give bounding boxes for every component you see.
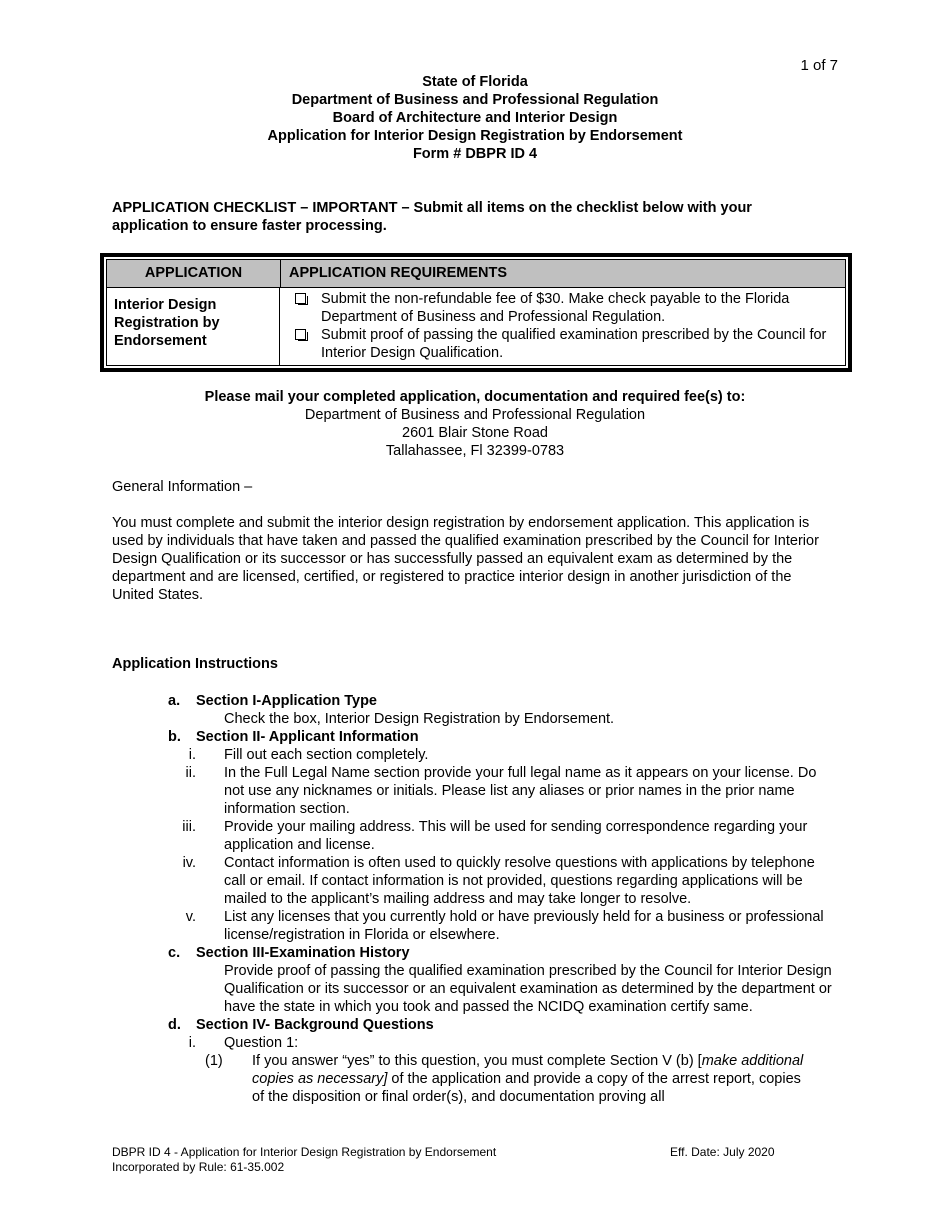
list-item — [0, 764, 950, 818]
sub-item — [0, 1052, 950, 1106]
mailing-address-block — [0, 388, 950, 460]
item-marker: iii. — [182, 819, 196, 835]
sub-item-text-italic: make additional copies as necessary] — [252, 1053, 804, 1087]
list-item — [0, 746, 950, 764]
footer-rule: Incorporated by Rule: 61-35.002 — [112, 1160, 285, 1174]
mail-line-department: Department of Business and Professional Regulation — [304, 407, 646, 423]
table-header-application: APPLICATION — [107, 260, 281, 288]
checklist-table — [100, 253, 852, 372]
general-info-heading: General Information – — [112, 479, 253, 495]
mail-line-city: Tallahassee, Fl 32399-0783 — [385, 443, 565, 459]
instructions-heading: Application Instructions — [112, 656, 278, 672]
footer-eff-date: Eff. Date: July 2020 — [670, 1145, 775, 1159]
header-form-number: Form # DBPR ID 4 — [412, 146, 538, 162]
checklist-intro: APPLICATION CHECKLIST – IMPORTANT – Submit all items on the checklist below with your application to ensure faster processing. — [112, 200, 752, 234]
requirement-fee-text: Submit the non-refundable fee of $30. Make check payable to the Florida Department of Business and Professional Regulation. — [321, 291, 790, 325]
requirement-item — [295, 290, 845, 326]
header-department: Department of Business and Professional Regulation — [291, 92, 659, 108]
list-item — [0, 818, 950, 854]
section-c-marker: c. — [168, 945, 181, 961]
question-label: Question 1: — [224, 1035, 299, 1051]
sub-item-text-end: of the application and provide a copy of the arrest report, copies of the disposition or final order(s), and documentation proving all — [252, 1071, 801, 1105]
list-item — [0, 908, 950, 944]
section-b-title: Section II- Applicant Information — [196, 729, 419, 745]
requirement-exam-text: Submit proof of passing the qualified examination prescribed by the Council for Interior Design Qualification. — [321, 327, 827, 361]
general-info-body: You must complete and submit the interior design registration by endorsement application. This application is used by individuals that have taken and passed the qualified examination prescribed by the Council for Interior Design Qualification or its successor or has successfully passed an equivalent exam as determined by the department and are licensed, certified, or registered to practice interior design in another jurisdiction of the United States. — [112, 515, 819, 603]
item-text: Contact information is often used to quickly resolve questions with applications by telephone call or email. If contact information is not provided, questions regarding applications will be mailed to the applicant’s mailing address and may take longer to resolve. — [224, 855, 815, 907]
section-d — [0, 1016, 950, 1034]
item-text: In the Full Legal Name section provide your full legal name as it appears on your license. Do not use any nicknames or initials. Please list any aliases or prior names in the prior name information section. — [224, 765, 817, 817]
header-form-title: Application for Interior Design Registration by Endorsement — [267, 128, 683, 144]
section-d-marker: d. — [168, 1017, 181, 1033]
document-header — [0, 73, 950, 163]
item-marker: i. — [188, 747, 196, 763]
requirement-item — [295, 326, 845, 362]
header-state: State of Florida — [422, 74, 528, 90]
sub-item-text-start: If you answer “yes” to this question, you must complete Section V (b) [ — [252, 1053, 702, 1069]
item-marker: iv. — [182, 855, 196, 871]
application-type-cell — [107, 288, 280, 365]
list-item — [0, 1034, 950, 1052]
mail-line-street: 2601 Blair Stone Road — [402, 425, 548, 441]
list-item — [0, 854, 950, 908]
header-board: Board of Architecture and Interior Design — [332, 110, 618, 126]
sub-item-marker: (1) — [205, 1053, 223, 1069]
section-a-title: Section I-Application Type — [196, 693, 377, 709]
section-a — [0, 692, 950, 710]
section-b-marker: b. — [168, 729, 181, 745]
section-a-text: Check the box, Interior Design Registration by Endorsement. — [224, 711, 615, 727]
item-marker: ii. — [185, 765, 196, 781]
table-header-requirements: APPLICATION REQUIREMENTS — [281, 260, 845, 288]
sub-item-text — [252, 1052, 812, 1106]
item-text: List any licenses that you currently hold or have previously held for a business or professional license/registration in Florida or elsewhere. — [224, 909, 824, 943]
checkbox-icon — [295, 329, 307, 340]
mail-heading: Please mail your completed application, documentation and required fee(s) to: — [204, 389, 746, 405]
section-b — [0, 728, 950, 746]
application-type-label: Interior Design Registration by Endorsement — [114, 297, 220, 349]
item-text: Fill out each section completely. — [224, 747, 429, 763]
section-c-title: Section III-Examination History — [196, 945, 410, 961]
section-c-text: Provide proof of passing the qualified examination prescribed by the Council for Interior Design Qualification or its successor or an equivalent examination as determined by the department or have the state in which you took and passed the NCIDQ examination certify same. — [224, 963, 832, 1015]
footer-form-title: DBPR ID 4 - Application for Interior Design Registration by Endorsement — [112, 1145, 497, 1159]
section-d-title: Section IV- Background Questions — [196, 1017, 434, 1033]
section-a-marker: a. — [168, 693, 181, 709]
instructions-list — [0, 692, 950, 1106]
footer-left — [112, 1145, 496, 1175]
checkbox-icon — [295, 293, 307, 304]
item-marker: i. — [188, 1035, 196, 1051]
item-text: Provide your mailing address. This will be used for sending correspondence regarding your application and license. — [224, 819, 808, 853]
requirements-cell — [281, 288, 845, 365]
section-c — [0, 944, 950, 962]
page-number: 1 of 7 — [800, 57, 838, 74]
item-marker: v. — [185, 909, 196, 925]
